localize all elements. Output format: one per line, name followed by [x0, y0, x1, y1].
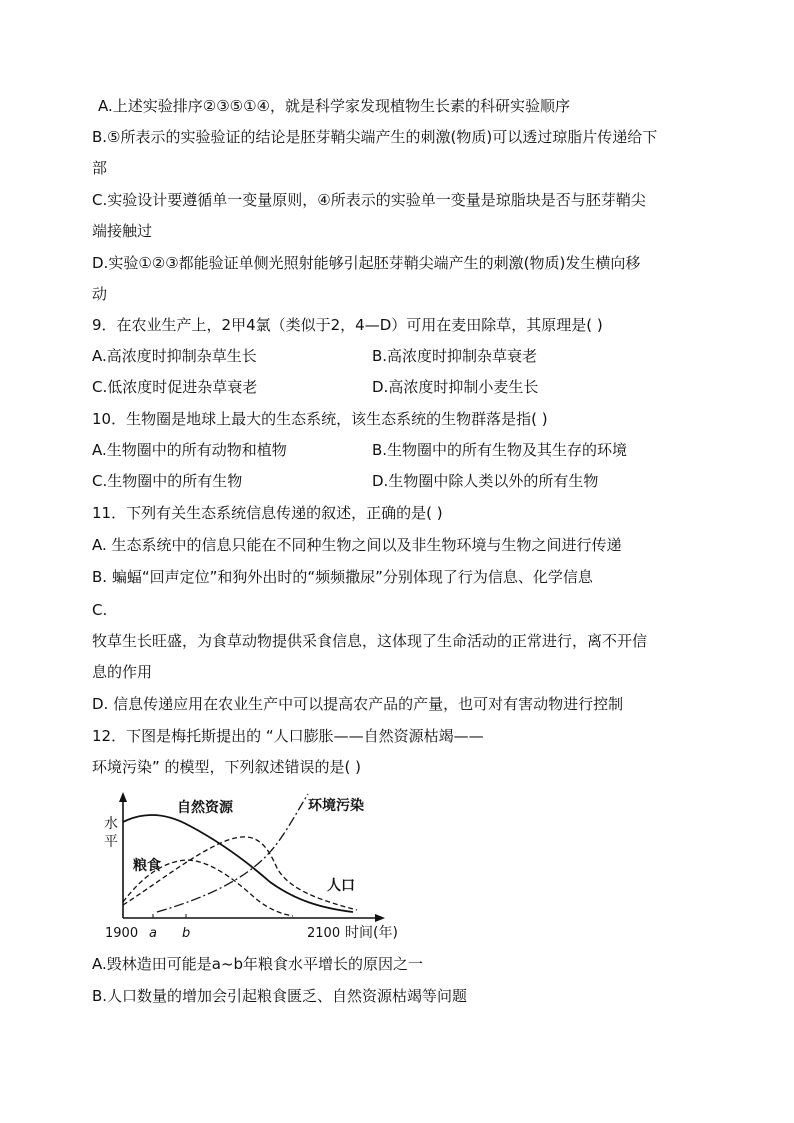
q9-option-a: A.高浓度时抑制杂草生长	[92, 347, 257, 365]
q9-option-b: B.高浓度时抑制杂草衰老	[372, 347, 538, 365]
label-food: 粮食	[133, 858, 161, 874]
y-axis-label-2: 平	[104, 834, 118, 850]
q10-option-d: D.生物圈中除人类以外的所有生物	[372, 472, 599, 490]
q11-option-b: B. 蝙蝠“回声定位”和狗外出时的“频频撒尿”分别体现了行为信息、化学信息	[92, 568, 593, 586]
y-axis-label-1: 水	[104, 816, 118, 832]
x-axis-arrow	[375, 914, 385, 922]
q9-option-d: D.高浓度时抑制小麦生长	[372, 378, 539, 396]
label-pollution: 环境污染	[308, 798, 364, 814]
x-tick-2100: 2100	[307, 926, 341, 941]
q10-option-b: B.生物圈中的所有生物及其生存的环境	[372, 441, 628, 459]
q8-option-b-line1: B.⑤所表示的实验验证的结论是胚芽鞘尖端产生的刺激(物质)可以透过琼脂片传递给下	[92, 128, 658, 146]
q11-option-a: A. 生态系统中的信息只能在不同种生物之间以及非生物环境与生物之间进行传递	[92, 536, 622, 554]
meadows-model-figure	[95, 790, 415, 945]
x-axis-unit: 时间(年)	[345, 925, 398, 941]
q8-option-d-line1: D.实验①②③都能验证单侧光照射能够引起胚芽鞘尖端产生的刺激(物质)发生横向移	[92, 254, 641, 272]
q8-option-c-line2: 端接触过	[92, 222, 153, 240]
q10-option-a: A.生物圈中的所有动物和植物	[92, 441, 287, 459]
q10-stem: 10．生物圈是地球上最大的生态系统，该生态系统的生物群落是指( )	[92, 410, 548, 428]
x-tick-b: b	[182, 926, 191, 941]
label-natural-resources: 自然资源	[177, 800, 233, 816]
q12-option-a: A.毁林造田可能是a~b年粮食水平增长的原因之一	[92, 955, 424, 973]
q10-option-c: C.生物圈中的所有生物	[92, 472, 243, 490]
y-axis-arrow	[119, 792, 127, 802]
q11-stem: 11．下列有关生态系统信息传递的叙述，正确的是( )	[92, 504, 443, 522]
x-tick-a: a	[149, 926, 157, 941]
q8-option-b-line2: 部	[92, 159, 108, 177]
q12-stem-line2: 环境污染” 的模型，下列叙述错误的是( )	[92, 758, 362, 776]
q9-option-c: C.低浓度时促进杂草衰老	[92, 378, 258, 396]
q8-option-c-line1: C.实验设计要遵循单一变量原则，④所表示的实验单一变量是琼脂块是否与胚芽鞘尖	[92, 191, 646, 209]
label-population: 人口	[327, 878, 355, 894]
q12-option-b: B.人口数量的增加会引起粮食匮乏、自然资源枯竭等问题	[92, 987, 468, 1005]
q8-option-d-line2: 动	[92, 285, 108, 303]
x-tick-1900: 1900	[105, 926, 139, 941]
q11-option-c-label: C.	[92, 601, 108, 619]
q11-option-d: D. 信息传递应用在农业生产中可以提高农产品的产量，也可对有害动物进行控制	[92, 695, 624, 713]
q9-stem: 9．在农业生产上，2甲4氯（类似于2，4—D）可用在麦田除草，其原理是( )	[92, 316, 603, 334]
q11-option-c-line1: 牧草生长旺盛，为食草动物提供采食信息，这体现了生命活动的正常进行，离不开信	[92, 632, 648, 650]
q11-option-c-line2: 息的作用	[92, 663, 153, 681]
q12-stem-line1: 12．下图是梅托斯提出的 “人口膨胀——自然资源枯竭——	[92, 727, 484, 745]
q8-option-a: A.上述实验排序②③⑤①④，就是科学家发现植物生长素的科研实验顺序	[98, 97, 571, 115]
